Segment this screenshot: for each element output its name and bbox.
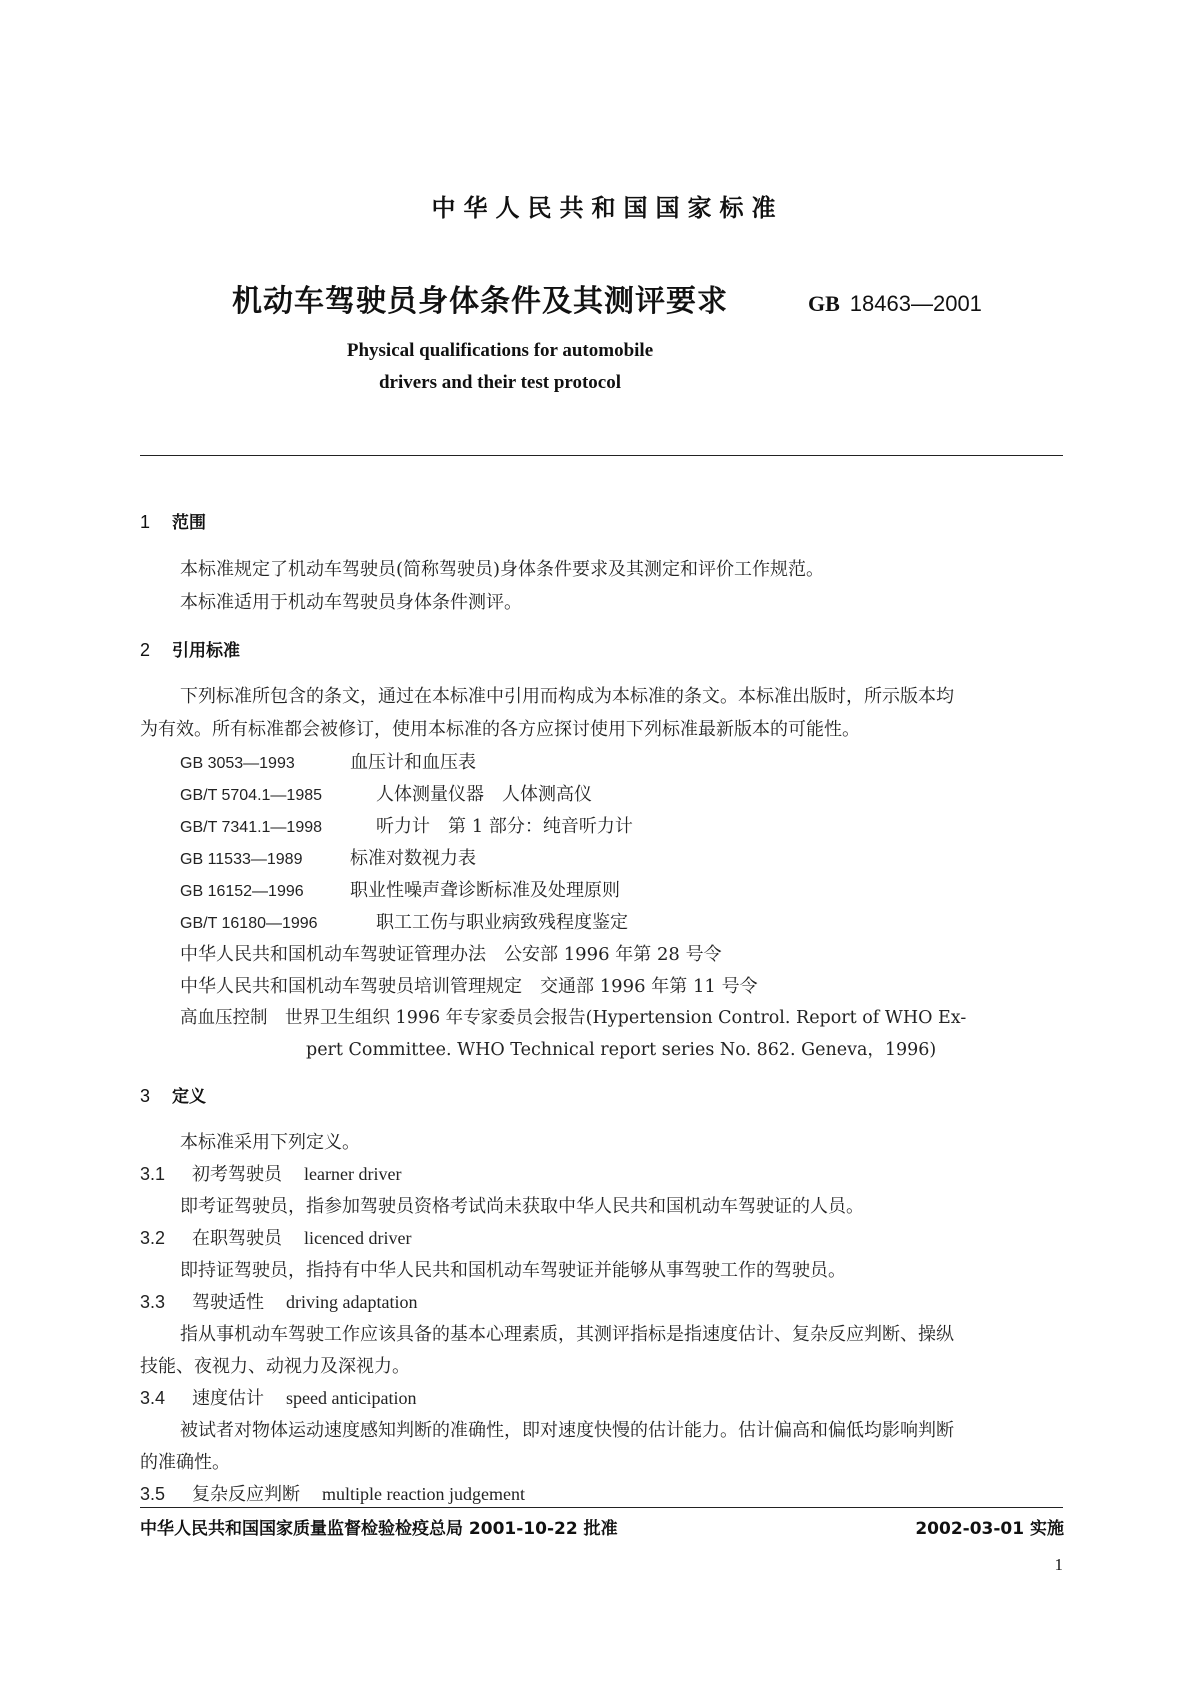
definition-term: 速度估计 <box>192 1388 264 1409</box>
definition-text: 即持证驾驶员，指持有中华人民共和国机动车驾驶证并能够从事驾驶工作的驾驶员。 <box>180 1260 846 1281</box>
definition-heading <box>140 1480 525 1506</box>
standard-number <box>808 291 982 317</box>
reference-code: GB/T 7341.1—1998 <box>180 819 323 836</box>
section-number: 3 <box>140 1086 151 1106</box>
reference-item <box>180 844 476 870</box>
definition-term: 初考驾驶员 <box>192 1164 282 1185</box>
reference-title: 血压计和血压表 <box>350 752 476 773</box>
header-divider <box>140 455 1063 456</box>
definition-term-en: learner driver <box>304 1164 402 1184</box>
definition-number: 3.5 <box>140 1484 166 1504</box>
reference-title: 职业性噪声聋诊断标准及处理原则 <box>350 880 620 901</box>
reference-who-line2: pert Committee. WHO Technical report series No. 862. Geneva，1996) <box>306 1040 937 1060</box>
reference-who-line1: 高血压控制 世界卫生组织 1996 年专家委员会报告(Hypertension Control. Report of WHO Ex- <box>180 1008 967 1028</box>
standard-code: 18463—2001 <box>849 291 982 316</box>
section-3-heading <box>140 1082 206 1107</box>
definition-number: 3.1 <box>140 1164 166 1184</box>
reference-regulation: 中华人民共和国机动车驾驶证管理办法 公安部 1996 年第 28 号令 <box>180 944 722 965</box>
reference-title: 职工工伤与职业病致残程度鉴定 <box>376 912 628 933</box>
section-2-heading <box>140 636 240 661</box>
section-number: 1 <box>140 512 151 532</box>
reference-code: GB/T 16180—1996 <box>180 915 318 932</box>
reference-item <box>180 748 476 774</box>
definition-term-en: multiple reaction judgement <box>322 1484 525 1504</box>
paragraph: 本标准采用下列定义。 <box>180 1132 360 1153</box>
section-number: 2 <box>140 640 151 660</box>
section-title: 定义 <box>172 1087 206 1107</box>
section-title: 范围 <box>172 513 206 533</box>
reference-regulation: 中华人民共和国机动车驾驶员培训管理规定 交通部 1996 年第 11 号令 <box>180 976 758 997</box>
definition-number: 3.4 <box>140 1388 166 1408</box>
definition-number: 3.3 <box>140 1292 166 1312</box>
document-title-en-line2: drivers and their test protocol <box>378 372 622 393</box>
reference-item <box>180 876 620 902</box>
section-1-heading <box>140 508 206 533</box>
standard-prefix: GB <box>808 291 840 316</box>
definition-term: 在职驾驶员 <box>192 1228 282 1249</box>
approval-note: 中华人民共和国国家质量监督检验检疫总局 2001-10-22 批准 <box>140 1519 618 1539</box>
definition-term-en: speed anticipation <box>286 1388 417 1408</box>
section-title: 引用标准 <box>172 641 240 661</box>
definition-text: 指从事机动车驾驶工作应该具备的基本心理素质，其测评指标是指速度估计、复杂反应判断、操纵 <box>180 1324 954 1345</box>
reference-item <box>180 780 592 806</box>
page-number: 1 <box>1054 1555 1063 1574</box>
definition-number: 3.2 <box>140 1228 166 1248</box>
reference-code: GB 3053—1993 <box>180 755 295 772</box>
definition-term-en: licenced driver <box>304 1228 412 1248</box>
footer-divider <box>140 1507 1063 1508</box>
definition-heading <box>140 1288 417 1314</box>
reference-item <box>180 908 628 934</box>
paragraph: 本标准规定了机动车驾驶员(简称驾驶员)身体条件要求及其测定和评价工作规范。 <box>180 559 825 580</box>
implementation-date: 2002-03-01 实施 <box>915 1519 1064 1539</box>
reference-title: 听力计 第 1 部分：纯音听力计 <box>376 816 633 837</box>
paragraph-line: 为有效。所有标准都会被修订，使用本标准的各方应探讨使用下列标准最新版本的可能性。 <box>140 719 860 740</box>
document-title-en-line1: Physical qualifications for automobile <box>346 340 654 361</box>
reference-title: 人体测量仪器 人体测高仪 <box>376 784 592 805</box>
reference-code: GB/T 5704.1—1985 <box>180 787 323 804</box>
document-title-cn: 机动车驾驶员身体条件及其测评要求 <box>232 284 728 319</box>
national-standard-heading: 中华人民共和国国家标准 <box>431 194 784 222</box>
definition-text: 即考证驾驶员，指参加驾驶员资格考试尚未获取中华人民共和国机动车驾驶证的人员。 <box>180 1196 864 1217</box>
definition-term: 复杂反应判断 <box>192 1484 300 1505</box>
definition-text: 的准确性。 <box>140 1452 230 1473</box>
reference-title: 标准对数视力表 <box>350 848 476 869</box>
paragraph-line: 下列标准所包含的条文，通过在本标准中引用而构成为本标准的条文。本标准出版时，所示版本均 <box>180 686 954 707</box>
definition-heading <box>140 1160 401 1186</box>
reference-item <box>180 812 633 838</box>
reference-code: GB 11533—1989 <box>180 851 303 868</box>
definition-heading <box>140 1224 411 1250</box>
reference-code: GB 16152—1996 <box>180 883 304 900</box>
definition-term: 驾驶适性 <box>192 1292 264 1313</box>
definition-term-en: driving adaptation <box>286 1292 418 1312</box>
paragraph: 本标准适用于机动车驾驶员身体条件测评。 <box>180 592 522 613</box>
definition-heading <box>140 1384 416 1410</box>
definition-text: 被试者对物体运动速度感知判断的准确性，即对速度快慢的估计能力。估计偏高和偏低均影响判断 <box>180 1420 954 1441</box>
definition-text: 技能、夜视力、动视力及深视力。 <box>140 1356 410 1377</box>
